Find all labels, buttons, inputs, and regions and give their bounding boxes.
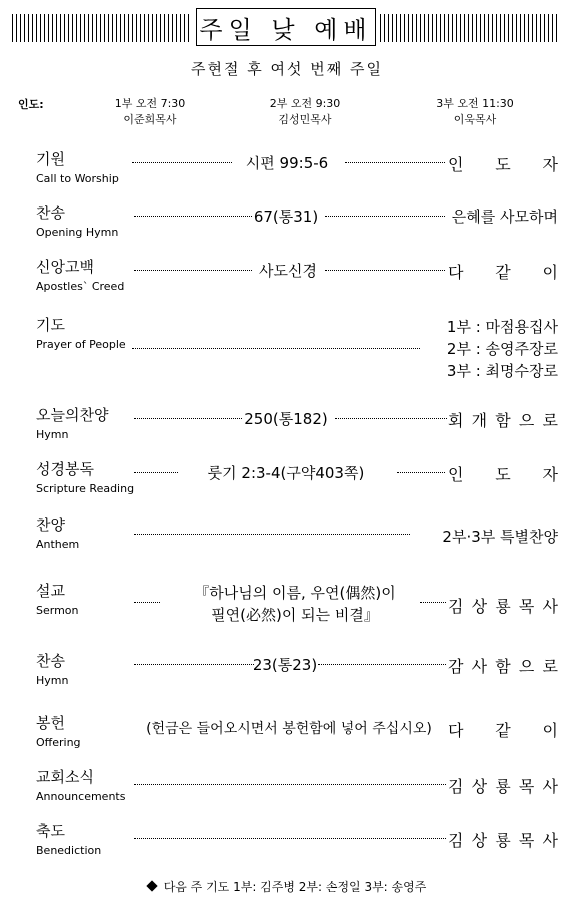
prayer-leader: 1부 : 마점용집사 (446, 318, 558, 336)
dot-leader (345, 162, 445, 163)
service-time: 3부 오전 11:30 (436, 97, 514, 110)
page-title: 주일 낮 예배 (196, 8, 376, 46)
order-label-en: Prayer of People (36, 338, 126, 351)
order-label (36, 514, 126, 551)
dot-leader (134, 270, 252, 271)
order-label-ko: 성경봉독 (36, 460, 94, 478)
order-label (36, 314, 126, 351)
order-label-en: Opening Hymn (36, 226, 119, 239)
dot-leader (134, 216, 252, 217)
service-leader: 김성민목사 (278, 113, 332, 126)
order-item-benediction (0, 820, 574, 860)
order-responsible: 회 개 함 으 로 (448, 411, 558, 430)
order-item-closing-hymn (0, 650, 574, 690)
order-label (36, 650, 126, 687)
order-responsible: 은혜를 사모하며 (451, 208, 558, 226)
dot-leader (134, 418, 242, 419)
order-label (36, 712, 126, 749)
order-detail: 23(통23) (252, 656, 318, 674)
order-responsible: 다 같 이 (448, 721, 558, 740)
order-responsible: 인 도 자 (448, 155, 558, 174)
order-detail: 67(통31) (253, 208, 319, 226)
sermon-title-line: 필연(必然)이 되는 비결』 (211, 606, 379, 624)
sermon-title (170, 582, 420, 626)
order-item-prayer (0, 314, 574, 384)
order-label-en: Benediction (36, 844, 102, 857)
dot-leader (132, 348, 420, 349)
order-label-ko: 기도 (36, 316, 65, 334)
order-responsible: 2부·3부 특별찬양 (442, 528, 558, 546)
service-2 (245, 96, 365, 128)
order-label-ko: 찬양 (36, 516, 65, 534)
service-leader: 이욱목사 (453, 113, 497, 126)
dot-leader (134, 664, 254, 665)
decorative-stripes-right (380, 14, 560, 42)
dot-leader (134, 472, 178, 473)
order-label-ko: 축도 (36, 822, 65, 840)
order-label-ko: 봉헌 (36, 714, 65, 732)
order-label-ko: 찬송 (36, 204, 65, 222)
order-item-announcements (0, 766, 574, 806)
dot-leader (325, 270, 445, 271)
order-label-en: Offering (36, 736, 81, 749)
order-label-ko: 기원 (36, 150, 65, 168)
service-leader: 이준희목사 (123, 113, 177, 126)
order-item-opening-hymn (0, 202, 574, 242)
order-item-scripture (0, 458, 574, 498)
service-time: 1부 오전 7:30 (114, 97, 186, 110)
footer-text: 다음 주 기도 1부: 김주병 2부: 손정일 3부: 송영주 (163, 880, 427, 894)
order-responsible: 김 상 룡 목 사 (448, 777, 558, 796)
order-responsible: 김 상 룡 목 사 (448, 831, 558, 850)
order-responsible: 감 사 함 으 로 (448, 657, 558, 676)
page-subtitle: 주현절 후 여섯 번째 주일 (191, 60, 383, 78)
order-item-todays-hymn (0, 404, 574, 444)
prayer-leader: 2부 : 송영주장로 (446, 340, 558, 358)
dot-leader (134, 534, 410, 535)
order-label-en: Scripture Reading (36, 482, 135, 495)
order-label-en: Call to Worship (36, 172, 119, 185)
order-label-en: Sermon (36, 604, 79, 617)
order-label (36, 458, 134, 495)
order-label-en: Announcements (36, 790, 126, 803)
order-label (36, 766, 126, 803)
next-week-prayer-note (0, 878, 574, 895)
order-label (36, 580, 126, 617)
order-label-ko: 교회소식 (36, 768, 94, 786)
order-detail: (헌금은 들어오시면서 봉헌함에 넣어 주십시오) (146, 721, 432, 737)
dot-leader (420, 602, 446, 603)
order-label-en: Anthem (36, 538, 80, 551)
order-label (36, 820, 126, 857)
order-item-call-to-worship (0, 148, 574, 188)
order-item-sermon (0, 580, 574, 640)
sermon-title-line: 『하나님의 이름, 우연(偶然)이 (194, 584, 396, 602)
dot-leader (325, 216, 445, 217)
order-label-ko: 신앙고백 (36, 258, 94, 276)
order-label (36, 148, 126, 185)
dot-leader (335, 418, 447, 419)
service-time: 2부 오전 9:30 (269, 97, 341, 110)
dot-leader (318, 664, 446, 665)
order-label-en: Apostles` Creed (36, 280, 125, 293)
order-item-anthem (0, 514, 574, 554)
order-item-creed (0, 256, 574, 296)
dot-leader (397, 472, 445, 473)
order-label (36, 256, 126, 293)
order-detail: 사도신경 (259, 262, 317, 280)
decorative-stripes-left (12, 14, 192, 42)
diamond-bullet-icon (146, 880, 157, 891)
order-label-en: Hymn (36, 674, 69, 687)
title-bar (10, 8, 562, 48)
dot-leader (134, 784, 446, 785)
officiant-label: 인도: (18, 98, 44, 111)
dot-leader (134, 602, 160, 603)
order-label-en: Hymn (36, 428, 69, 441)
order-detail: 250(통182) (244, 410, 328, 428)
prayer-leader: 3부 : 최명수장로 (446, 362, 558, 380)
order-detail: 룻기 2:3-4(구약403쪽) (207, 464, 365, 482)
dot-leader (132, 162, 232, 163)
order-responsible: 다 같 이 (448, 263, 558, 282)
dot-leader (134, 838, 446, 839)
order-responsible: 김 상 룡 목 사 (448, 597, 558, 616)
order-responsible: 인 도 자 (448, 465, 558, 484)
order-label-ko: 설교 (36, 582, 65, 600)
order-label-ko: 찬송 (36, 652, 65, 670)
order-label-ko: 오늘의찬양 (36, 406, 109, 424)
order-label (36, 404, 132, 441)
service-3 (410, 96, 540, 128)
order-detail: 시편 99:5-6 (245, 154, 329, 172)
service-1 (90, 96, 210, 128)
order-item-offering (0, 712, 574, 752)
prayer-leaders (447, 316, 558, 382)
order-label (36, 202, 126, 239)
